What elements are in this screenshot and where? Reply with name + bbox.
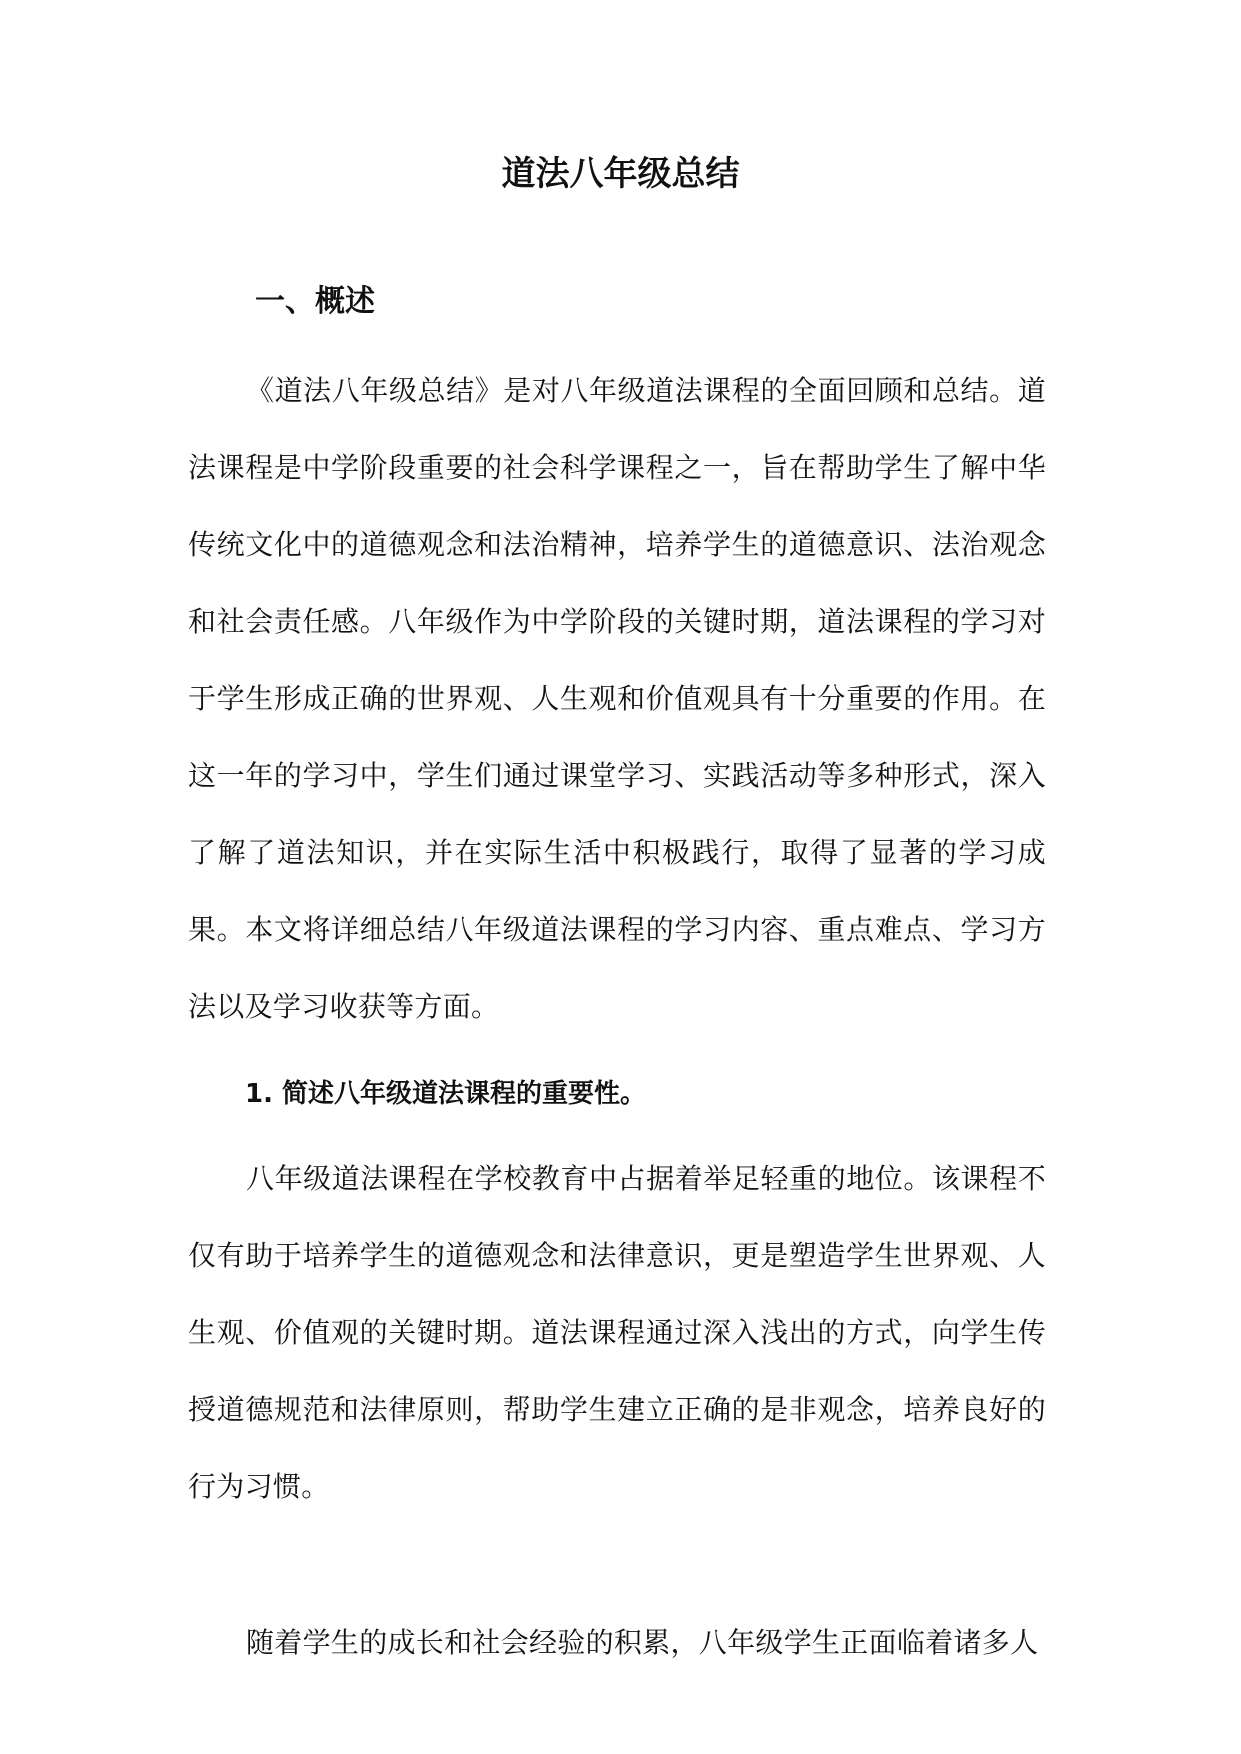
subheading-course-importance: 1. 简述八年级道法课程的重要性。 (245, 1079, 647, 1109)
document-title: 道法八年级总结 (501, 154, 740, 194)
overview-paragraph: 《道法八年级总结》是对八年级道法课程的全面回顾和总结。道法课程是中学阶段重要的社会科学课程之一，旨在帮助学生了解中华传统文化中的道德观念和法治精神，培养学生的道德意识、法治观念和社会责任感。八年级作为中学阶段的关键时期，道法课程的学习对于学生形成正确的世界观、人生观和价值观具有十分重要的作用。在这一年的学习中，学生们通过课堂学习、实践活动等多种形式，深入了解了道法知识，并在实际生活中积极践行，取得了显著的学习成果。本文将详细总结八年级道法课程的学习内容、重点难点、学习方法以及学习收获等方面。 (188, 374, 1046, 1023)
section-heading-overview: 一、概述 (255, 284, 375, 319)
course-importance-paragraph: 八年级道法课程在学校教育中占据着举足轻重的地位。该课程不仅有助于培养学生的道德观念和法律意识，更是塑造学生世界观、人生观、价值观的关键时期。道法课程通过深入浅出的方式，向学生传授道德规范和法律原则，帮助学生建立正确的是非观念，培养良好的行为习惯。 (188, 1162, 1046, 1503)
student-growth-paragraph: 随着学生的成长和社会经验的积累，八年级学生正面临着诸多人 (246, 1626, 1039, 1659)
